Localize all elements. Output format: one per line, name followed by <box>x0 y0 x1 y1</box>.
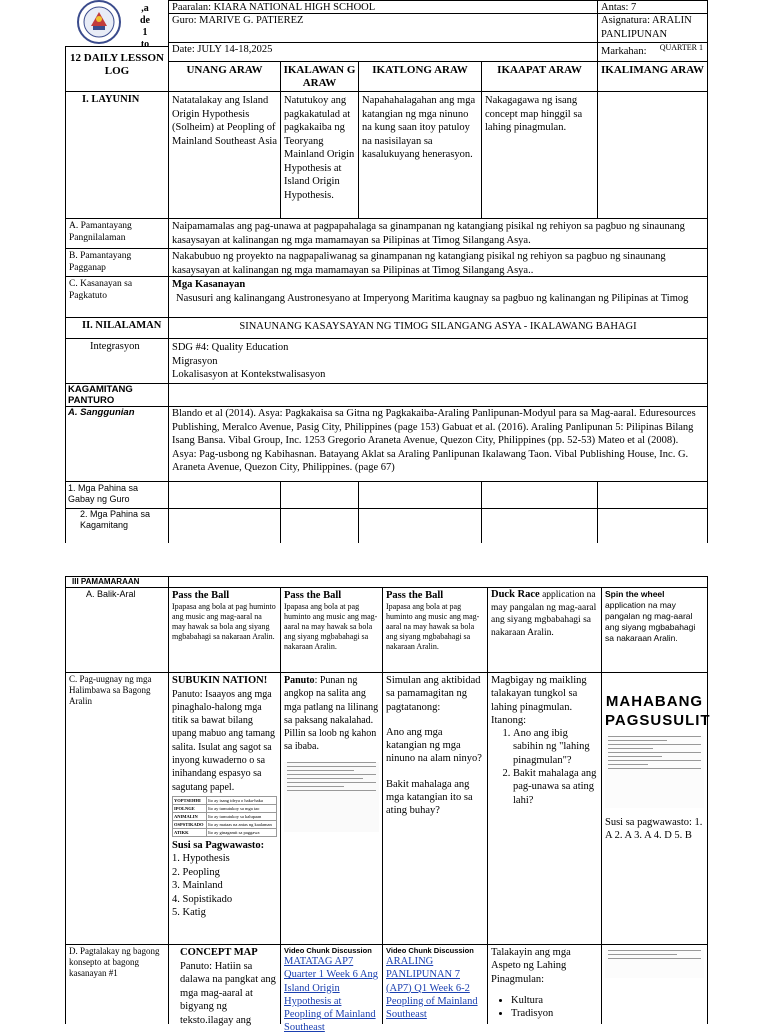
susi-item: 1. Hypothesis <box>172 853 230 865</box>
subukin-table <box>172 796 277 837</box>
guro-cell <box>168 13 598 43</box>
subukin-text: Panuto: Isaayos ang mga pinaghalo-halong mga titik sa bawat bilang upang mabuo ang tamang salita. Isulat ang sagot sa inyong kuwaderno o sa inihandang espasyo sa sagutang papel. <box>172 688 276 793</box>
antas-text: Antas: 7 <box>601 2 637 13</box>
pahina-kagamitan-day5 <box>597 508 708 543</box>
pahina-gabay-day5 <box>597 481 708 509</box>
c-day3-cell <box>382 672 488 945</box>
c-day4-intro: Magbigay ng maikling talakayan tungkol sa lahing pinagmulan. Itanong: <box>491 675 587 726</box>
paaralan-cell <box>168 0 598 14</box>
aspeto-item: • Kultura <box>511 994 598 1007</box>
integrasyon-line-2: Migrasyon <box>172 355 218 367</box>
c-day1-cell <box>168 672 281 945</box>
layunin-day2: Natutukoy ang pagkakatulad at pagkakaiba ng Teoryang Mainland Origin Hypothesis at Island Origin Hypothesis. <box>280 91 359 219</box>
pamantayan-b-label: B. Pamantayang Pagganap <box>65 248 169 277</box>
d-day2-cell <box>280 944 383 1034</box>
balik-aral-day1 <box>168 587 281 673</box>
balik-text-3: Ipapasa ang bola at pag huminto ang music ang mag-aaral na may hawak sa bola ang siyang mgbabahagi sa nakaraan Aralin. <box>386 602 480 651</box>
kasanayan-text: Nasusuri ang kalinangang Austronesyano at Imperyong Maritima kaugnay sa pagbuo ng kalinangan ng Pilipinas at Timog <box>176 292 689 304</box>
nilalaman-text: SINAUNANG KASAYSAYAN NG TIMOG SILANGANG ASYA - IKALAWANG BAHAGI <box>239 321 637 332</box>
subukin-word: IPOLNGE <box>173 804 207 812</box>
layunin-day3: Napahahalagahan ang mga katangian ng mga ninuno na kung saan itoy patuloy na nasisilayan sa kasalukuyang henerasyon. <box>358 91 482 219</box>
layunin-day5 <box>597 91 708 219</box>
pahina-gabay-day1 <box>168 481 281 509</box>
d-day5-cell <box>601 944 708 1024</box>
panuto-bold: Panuto <box>284 675 315 686</box>
c-day3-text3: Bakit mahalaga ang mga katangian ito sa ating buhay? <box>386 778 473 817</box>
balik-title-5: Spin the wheel <box>605 589 665 599</box>
aspeto-item: • Tradisyon <box>511 1007 598 1020</box>
asignatura-text: Asignatura: ARALIN PANLIPUNAN <box>601 15 692 40</box>
pahina-kagamitan-day1 <box>168 508 281 543</box>
balik-text-5: application na may pangalan ng mag-aaral ang siyang mgbabahagi sa nakaraan Aralin. <box>605 600 696 643</box>
subukin-row <box>173 820 277 828</box>
integrasyon-label-cell <box>65 338 169 384</box>
paaralan-text: Paaralan: KIARA NATIONAL HIGH SCHOOL <box>172 2 376 13</box>
layunin-label: I. LAYUNIN <box>82 94 140 105</box>
balik-text-1: Ipapasa ang bola at pag huminto ang music ang mag-aaral na may hawak sa bola ang siyang mgbabahagi sa nakaraan Aralin. <box>172 602 276 641</box>
subukin-word: ATIKK <box>173 828 207 836</box>
d-pagtalakay-label: D. Pagtalakay ng bagong konsepto at bagong kasanayan #1 <box>65 944 169 1024</box>
quarter-text: QUARTER 1 <box>659 43 703 52</box>
c-day4-questions <box>491 727 598 807</box>
balik-aral-day4 <box>487 587 602 673</box>
balik-title-1: Pass the Ball <box>172 590 230 601</box>
c-day2-cell <box>280 672 383 945</box>
subukin-hint: Ito ay tumutukoy sa mga tao <box>207 804 277 812</box>
pamamaraan-label: III PAMAMARAAN <box>72 577 140 586</box>
markahan-text: Markahan: <box>601 46 647 57</box>
pahina-gabay-day4 <box>481 481 598 509</box>
video-link-1[interactable]: MATATAG AP7 Quarter 1 Week 6 Ang Island Origin Hypothesis at Peopling of Mainland Southeast <box>284 956 379 1034</box>
susi-title: Susi sa Pagwawasto: <box>172 839 265 851</box>
subukin-word: OSPSTIKADO <box>173 820 207 828</box>
pagsusulit-thumbnail <box>605 736 704 808</box>
pamantayan-b-text: Nakabubuo ng proyekto na nagpapaliwanag sa ginampanan ng katangiang pisikal ng rehiyon sa pagbuo ng sinaunang kasaysayan at kalinangan ng mga mamamayan sa Pilipinas at Timog Silangang Asya.. <box>168 248 708 277</box>
integrasyon-line-1: SDG #4: Quality Education <box>172 342 289 353</box>
kagamitan-label-cell <box>65 383 169 407</box>
subukin-hint: Ito ay tumutukoy sa kalupaan <box>207 812 277 820</box>
kasanayan-title: Mga Kasanayan <box>172 279 246 290</box>
subukin-row <box>173 828 277 836</box>
subukin-word: YOPTSEHHI <box>173 796 207 804</box>
pahina-gabay-day2 <box>280 481 359 509</box>
subukin-row <box>173 812 277 820</box>
pahina-kagamitan-day3 <box>358 508 482 543</box>
c-day4-cell <box>487 672 602 945</box>
dll-title: 12 DAILY LESSON LOG <box>70 52 164 77</box>
concept-map-title: CONCEPT MAP <box>180 947 258 958</box>
integrasyon-cell <box>168 338 708 384</box>
d-day3-cell <box>382 944 488 1024</box>
susi-item: 5. Katig <box>172 907 206 919</box>
balik-aral-day2 <box>280 587 383 673</box>
d-day4-intro: Talakayin ang mga Aspeto ng Lahing Pinagmulan: <box>491 947 571 985</box>
pahina-kagamitan-label: 2. Mga Pahina sa Kagamitang <box>65 508 169 543</box>
sanggunian-text: Blando et al (2014). Asya: Pagkakaisa sa Gitna ng Pagkakaiba-Araling Panlipunan-Modyul para sa Mag-aaral. Eduresources Publishing, Meralco Avenue, Pasig City, Philippines (page 153) Gabuat et al. (2016). Araling Panlipunan 5: Pilipinas Bilang Isang Bansa. Vibal Group, Inc. 1253 Gregorio Araneta Avenue, Quezon City, Philippines (pp. 52-53) Mateo et al (2008). Asya: Pag-usbong ng Kabihasnan. Batayang Aklat sa Araling Panlipunan Ikalawang Taon. Vibal Publishing House, Inc. G. Araneta Avenue, Quezon City, Philippines. (page 67) <box>168 406 708 482</box>
d-day1-cell <box>168 944 281 1024</box>
antas-cell <box>597 0 708 14</box>
day-header-5: IKALIMANG ARAW <box>597 61 708 92</box>
subukin-hint: Ito ay mataas na antas ng kaalaman <box>207 820 277 828</box>
pahina-gabay-label: 1. Mga Pahina sa Gabay ng Guro <box>65 481 169 509</box>
markahan-cell <box>597 42 708 62</box>
c-day3-text2: Ano ang mga katangian ng mga ninuno na alam ninyo? <box>386 726 482 765</box>
sanggunian-label-cell <box>65 406 169 482</box>
integrasyon-line-3: Lokalisasyon at Kontekstwalisasyon <box>172 369 326 380</box>
day-header-3: IKATLONG ARAW <box>358 61 482 92</box>
video-caption-2: Video Chunk Discussion <box>386 946 474 955</box>
c-pag-uugnay-label: C. Pag-uugnay ng mga Halimbawa sa Bagong Aralin <box>65 672 169 945</box>
susi-item: 2. Peopling <box>172 866 220 878</box>
pamantayan-c-label: C. Kasanayan sa Pagkatuto <box>65 276 169 318</box>
worksheet-thumbnail-2 <box>605 950 704 978</box>
integrasyon-label: Integrasyon <box>90 341 140 352</box>
balik-title-4: Duck Race <box>491 589 540 600</box>
nilalaman-label: II. NILALAMAN <box>82 320 162 331</box>
subukin-hint: Ito ay ginagamit sa paggawa <box>207 828 277 836</box>
deped-seal-logo <box>72 0 126 46</box>
pahina-gabay-day3 <box>358 481 482 509</box>
layunin-day1: Natatalakay ang Island Origin Hypothesis (Solheim) at Peopling of Mainland Southeast Asia <box>168 91 281 219</box>
asignatura-cell <box>597 13 708 43</box>
sanggunian-label: A. Sanggunian <box>68 407 135 418</box>
c-day5-cell <box>601 672 711 945</box>
layunin-label-cell <box>65 91 169 219</box>
kagamitan-empty-cell <box>168 383 708 407</box>
subukin-hint: Ito ay isang ideya o haka-haka <box>207 796 277 804</box>
balik-title-3: Pass the Ball <box>386 590 444 601</box>
date-text: Date: JULY 14-18,2025 <box>172 44 273 55</box>
layunin-day4: Nakagagawa ng isang concept map hinggil sa lahing pinagmulan. <box>481 91 598 219</box>
mahabang-pagsusulit-title: MAHABANG PAGSUSULIT <box>605 693 711 729</box>
balik-aral-day3 <box>382 587 488 673</box>
pamantayan-a-text: Naipamamalas ang pag-unawa at pagpapahalaga sa ginampanan ng katangiang pisikal ng rehiyon sa pagbuo ng sinaunang kasaysayan at kalinangan ng mga mamamayan sa Pilipinas at Timog Silangang Asya. <box>168 218 708 249</box>
balik-text-4: application na may pangalan ng mag-aaral ang siyang mgbabahagi sa nakaraan Aralin. <box>491 590 597 638</box>
kagamitan-label: KAGAMITANG PANTURO <box>68 384 133 406</box>
aspeto-list <box>491 994 598 1021</box>
susi-item: 3. Mainland <box>172 880 223 892</box>
pahina-kagamitan-day4 <box>481 508 598 543</box>
balik-text-2: Ipapasa ang bola at pag huminto ang music ang mag-aaral na may hawak sa bola ang siyang mgbabahagi sa nakaraan Aralin. <box>284 602 378 651</box>
day-header-2: IKALAWAN G ARAW <box>280 61 359 92</box>
nilalaman-text-cell <box>168 317 708 339</box>
video-caption-1: Video Chunk Discussion <box>284 946 372 955</box>
susi-item: 4. Sopistikado <box>172 893 233 905</box>
balik-title-2: Pass the Ball <box>284 590 342 601</box>
balik-aral-label: A. Balik-Aral <box>65 587 169 673</box>
d-day4-cell <box>487 944 602 1024</box>
logo-side-text: ,a de 1 to <box>140 3 150 50</box>
pamantayan-c-cell <box>168 276 708 318</box>
subukin-title: SUBUKIN NATION! <box>172 675 268 686</box>
subukin-word: ANIMALIN <box>173 812 207 820</box>
pagsusulit-susi: Susi sa pagwawasto: 1. A 2. A 3. A 4. D 5. B <box>605 817 703 842</box>
subukin-row <box>173 796 277 804</box>
balik-aral-day5 <box>601 587 708 673</box>
nilalaman-label-cell <box>65 317 169 339</box>
pahina-kagamitan-day2 <box>280 508 359 543</box>
date-cell <box>168 42 598 62</box>
c-day3-text1: Simulan ang aktibidad sa pamamagitan ng pagtatanong: <box>386 675 481 713</box>
concept-map-text: Panuto: Hatiin sa dalawa na pangkat ang mga mag-aaral at bigyang ng teksto.ilagay ang <box>180 960 276 1026</box>
day-header-1: UNANG ARAW <box>168 61 281 92</box>
c-day4-question: 2. Bakit mahalaga ang pag-unawa sa ating lahi? <box>513 767 598 807</box>
panuto-text: : Punan ng angkop na salita ang mga patlang na lilinang sa paksang nakalahad. Pillin sa loob ng kahon sa ibaba. <box>284 675 379 753</box>
video-link-2[interactable]: ARALING PANLIPUNAN 7 (AP7) Q1 Week 6-2 Peopling of Mainland Southeast <box>386 956 478 1021</box>
c-day4-question: 1. Ano ang ibig sabihin ng "lahing pinagmulan"? <box>513 727 598 767</box>
subukin-row <box>173 804 277 812</box>
day-header-4: IKAAPAT ARAW <box>481 61 598 92</box>
guro-text: Guro: MARIVE G. PATIEREZ <box>172 15 304 26</box>
pamantayan-a-label: A. Pamantayang Pangnilalaman <box>65 218 169 249</box>
worksheet-thumbnail <box>284 762 379 832</box>
